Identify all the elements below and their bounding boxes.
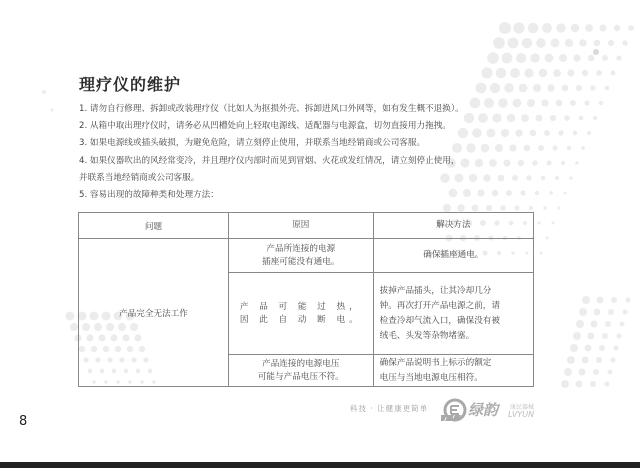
cause-line: 产品连接的电源电压 — [262, 358, 340, 369]
decorative-dot — [594, 309, 601, 316]
decorative-dot — [561, 380, 569, 388]
decorative-dot — [541, 176, 546, 181]
decorative-dot — [70, 323, 78, 331]
decorative-dot — [543, 206, 547, 210]
solution-line: 电压与当地电源电压相符。 — [379, 372, 483, 383]
decorative-dot — [576, 85, 582, 91]
decorative-dot — [539, 69, 547, 77]
decorative-dot — [605, 86, 610, 91]
cause-line: 可能与产品电压不符。 — [257, 371, 344, 382]
decorative-dot — [596, 357, 602, 363]
decorative-dot — [605, 382, 610, 387]
list-item: 1. 请勿自行修理、拆卸或改装理疗仪（比如人为抠损外壳、拆卸进风口外网等，如有发生概不退换）。 — [79, 104, 464, 114]
decorative-dot — [551, 39, 560, 48]
decorative-dot — [617, 334, 622, 339]
decorative-dot — [628, 25, 634, 31]
decorative-dot — [573, 332, 581, 340]
list-item: 5. 容易出现的故障种类和处理方法： — [79, 190, 219, 201]
troubleshooting-table — [78, 212, 534, 387]
decorative-dot — [608, 40, 614, 46]
cause-line: 因 此 自 动 断 电。 — [239, 314, 362, 325]
decorative-dot — [593, 49, 599, 55]
decorative-dot — [528, 23, 539, 34]
decorative-dot — [541, 99, 548, 106]
decorative-dot — [608, 309, 614, 315]
decorative-dot — [504, 83, 514, 93]
decorative-dot — [593, 369, 599, 375]
decorative-dot — [622, 40, 627, 45]
decorative-dot — [588, 55, 595, 62]
decorative-dot — [611, 71, 616, 76]
decorative-dot — [536, 38, 546, 48]
solution-line: 检查冷却气流入口，确保没有被 — [379, 315, 500, 326]
cause-cell — [228, 355, 373, 387]
decorative-dot — [569, 176, 572, 179]
decorative-dot — [579, 369, 586, 376]
cause-line: 产品所连接的电源 — [266, 243, 336, 254]
bottom-bar — [0, 462, 640, 468]
list-item: 4. 如果仪器吹出的风经常变冷，并且理疗仪内部时而见到冒烟、火花或发红情况，请立刻停止使用， — [79, 155, 460, 166]
decorative-dot — [614, 25, 620, 31]
decorative-dot — [481, 67, 492, 78]
header-solution: 解决方法 — [373, 213, 533, 239]
decorative-dot — [620, 322, 625, 327]
decorative-dot — [590, 381, 596, 387]
decorative-dot — [540, 252, 543, 255]
list-item: 并联系当地经销商或公司客服。 — [79, 172, 200, 183]
page-number: 8 — [19, 414, 28, 429]
decorative-dot — [611, 297, 617, 303]
decorative-dot — [599, 101, 604, 106]
decorative-dot — [573, 131, 578, 136]
decorative-dot — [490, 83, 500, 93]
decorative-dot — [513, 22, 524, 33]
list-item: 3. 如果电源线或插头破损，为避免危险，请立刻停止使用，并联系当地经销商或公司客服。 — [79, 138, 426, 149]
decorative-dot — [558, 130, 563, 135]
decorative-dot — [443, 204, 451, 212]
brand-slogan: 科技 · 让健康更简单 — [350, 404, 429, 413]
decorative-dot — [571, 24, 580, 33]
decorative-dot — [608, 370, 613, 375]
decorative-dot — [552, 145, 557, 150]
decorative-dot — [594, 40, 601, 47]
decorative-dot — [546, 237, 549, 240]
page-title: 理疗仪的维护 — [79, 75, 182, 94]
decorative-dot — [587, 131, 591, 135]
decorative-dot — [559, 54, 567, 62]
decorative-dot — [487, 52, 499, 64]
decorative-dot — [50, 108, 53, 111]
decorative-dot — [561, 161, 565, 165]
decorative-dot — [597, 297, 604, 304]
decorative-dot — [544, 130, 550, 136]
decorative-dot — [582, 296, 590, 304]
decorative-dot — [584, 100, 589, 105]
decorative-dot — [530, 53, 539, 62]
cause-line: 插座可能没有通电。 — [262, 256, 340, 267]
decorative-dot — [499, 22, 511, 34]
decorative-dot — [585, 24, 593, 32]
header-problem: 问题 — [79, 213, 229, 239]
decorative-dot — [545, 54, 554, 63]
decorative-dot — [590, 85, 595, 90]
decorative-dot — [602, 55, 608, 61]
decorative-dot — [555, 176, 559, 180]
decorative-dot — [579, 116, 584, 121]
decorative-dot — [614, 346, 619, 351]
decorative-dot — [496, 68, 507, 79]
brand-name-english: LVYUN — [508, 410, 535, 419]
decorative-dot — [581, 146, 585, 150]
decorative-dot — [553, 69, 561, 77]
decorative-dot — [567, 356, 575, 364]
decorative-dot — [549, 191, 553, 195]
decorative-dot — [475, 82, 486, 93]
solution-line: 钟。再次打开产品电源之前，请 — [379, 300, 500, 311]
decorative-dot — [552, 222, 555, 225]
decorative-dot — [486, 205, 492, 211]
decorative-dot — [575, 161, 579, 165]
decorative-dot — [493, 37, 505, 49]
solution-cell — [373, 355, 533, 387]
decorative-dot — [579, 308, 587, 316]
decorative-dot — [533, 84, 541, 92]
decorative-dot — [602, 333, 608, 339]
decorative-dot — [66, 312, 75, 321]
decorative-dot — [547, 84, 555, 92]
decorative-dot — [591, 321, 598, 328]
problem-cell: 产品完全无法工作 — [79, 239, 229, 387]
decorative-dot — [524, 68, 533, 77]
brand-name: 绿韵 — [468, 401, 499, 419]
cause-cell — [228, 273, 373, 355]
decorative-dot — [596, 70, 602, 76]
decorative-dot — [585, 345, 592, 352]
decorative-dot — [563, 191, 566, 194]
decorative-dot — [564, 368, 572, 376]
decorative-dot — [556, 100, 563, 107]
decorative-dot — [550, 115, 556, 121]
cause-line: 产 品 可 能 过 热， — [239, 301, 362, 312]
decorative-dot — [558, 207, 561, 210]
decorative-dot — [605, 321, 611, 327]
decorative-dot — [599, 345, 605, 351]
solution-line: 绒毛、头发等杂物堵塞。 — [379, 330, 475, 341]
decorative-dot — [626, 298, 631, 303]
decorative-dot — [570, 100, 576, 106]
decorative-dot — [471, 204, 478, 211]
decorative-dot — [529, 206, 533, 210]
solution-cell — [373, 273, 533, 355]
decorative-dot — [556, 23, 565, 32]
decorative-dot — [599, 24, 606, 31]
decorative-dot — [500, 205, 506, 211]
list-item: 2. 从箱中取出理疗仪时，请务必从凹槽处向上轻取电源线、适配器与电源盒，切勿直接用力拖拽。 — [79, 121, 451, 132]
solution-line: 确保插座通电。 — [423, 250, 484, 260]
decorative-dot — [516, 53, 526, 63]
decorative-dot — [519, 84, 528, 93]
decorative-dot — [522, 38, 532, 48]
decorative-dot — [576, 320, 584, 328]
decorative-dot — [562, 85, 569, 92]
decorative-dot — [567, 69, 574, 76]
decorative-dot — [593, 116, 597, 120]
brand-subtitle: 康民器械 — [510, 404, 535, 411]
maintenance-list — [79, 101, 539, 204]
decorative-dot — [42, 90, 46, 94]
decorative-dot — [502, 53, 513, 64]
table-row — [79, 239, 534, 273]
decorative-dot — [564, 115, 570, 121]
solution-cell — [373, 239, 533, 273]
cause-cell — [228, 239, 373, 273]
decorative-dot — [573, 54, 580, 61]
decorative-dot — [588, 333, 595, 340]
decorative-dot — [565, 39, 573, 47]
decorative-dot — [515, 206, 520, 211]
decorative-dot — [570, 344, 578, 352]
decorative-dot — [547, 161, 552, 166]
decorative-dot — [582, 357, 589, 364]
decorative-dot — [611, 358, 616, 363]
decorative-dot — [582, 70, 588, 76]
decorative-dot — [542, 23, 552, 33]
decorative-dot — [579, 39, 587, 47]
decorative-dot — [576, 381, 583, 388]
decorative-dot — [507, 37, 518, 48]
solution-line: 确保产品说明书上标示的额定 — [379, 357, 492, 368]
header-cause: 原因 — [228, 213, 373, 239]
table-header-row — [79, 213, 534, 239]
decorative-dot — [537, 221, 540, 224]
decorative-dot — [510, 68, 520, 78]
decorative-dot — [457, 204, 465, 212]
decorative-dot — [616, 55, 621, 60]
decorative-dot — [567, 146, 571, 150]
decorative-dot — [623, 310, 628, 315]
solution-line: 拔掉产品插头，让其冷却几分 — [379, 285, 492, 296]
